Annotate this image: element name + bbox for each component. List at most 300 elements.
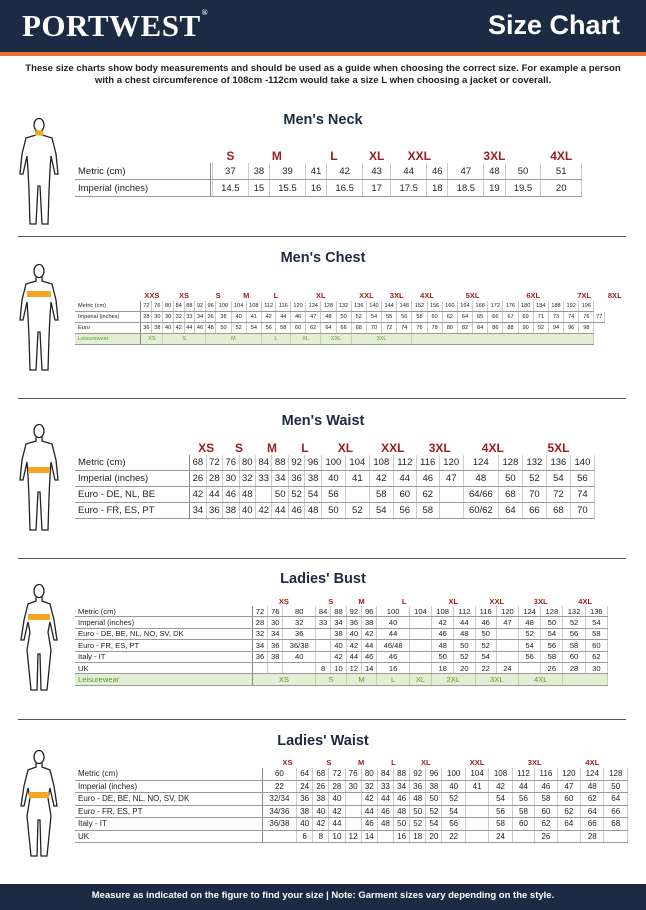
table-cell: 136 bbox=[351, 301, 366, 312]
table-cell: 24 bbox=[496, 662, 518, 673]
leisurewear-size: M bbox=[346, 674, 377, 685]
table-cell: 128 bbox=[541, 606, 563, 617]
table-cell: 124 bbox=[581, 768, 604, 780]
table-cell: 19.5 bbox=[505, 180, 541, 197]
table-cell: 48 bbox=[394, 805, 410, 818]
row-label: Euro - DE, BE, NL, NO, SV, DK bbox=[75, 628, 252, 639]
table-cell: 86 bbox=[488, 323, 503, 334]
size-label: 4XL bbox=[578, 596, 593, 606]
table-cell: 92 bbox=[346, 606, 361, 617]
size-table bbox=[75, 596, 608, 686]
table-cell: 62 bbox=[585, 651, 607, 662]
table-cell: 10 bbox=[331, 662, 346, 673]
table-cell: 50 bbox=[505, 163, 541, 180]
table-cell: 34 bbox=[190, 503, 206, 519]
size-label: L bbox=[330, 148, 338, 163]
table-cell: 88 bbox=[184, 301, 195, 312]
row-label: Leisurewear bbox=[75, 674, 252, 685]
table-cell: 132 bbox=[563, 606, 585, 617]
table-cell: 44 bbox=[184, 323, 195, 334]
table-cell bbox=[345, 805, 361, 818]
table-cell: 48 bbox=[377, 818, 393, 831]
registered-mark: ® bbox=[201, 8, 209, 17]
table-cell: 28 bbox=[581, 830, 604, 843]
table-cell: 58 bbox=[276, 323, 291, 334]
leisurewear-size: S bbox=[163, 334, 205, 345]
table-cell: 80 bbox=[163, 301, 174, 312]
table-cell: 64 bbox=[557, 818, 580, 831]
table-cell: 44 bbox=[393, 471, 416, 487]
size-label: S bbox=[328, 596, 334, 606]
table-cell: 52 bbox=[519, 628, 541, 639]
table-cell: 96 bbox=[305, 455, 321, 471]
table-cell: 38 bbox=[331, 628, 346, 639]
table-cell: 152 bbox=[412, 301, 427, 312]
table-cell: 20 bbox=[426, 830, 442, 843]
brand-name: PORTWEST bbox=[22, 8, 201, 43]
table-cell: 82 bbox=[457, 323, 472, 334]
table-cell: 56 bbox=[541, 640, 563, 651]
table-cell: 42 bbox=[432, 617, 454, 628]
table-cell: 108 bbox=[489, 768, 512, 780]
table-cell bbox=[262, 830, 296, 843]
table-cell: 42 bbox=[369, 471, 393, 487]
table-cell: 68 bbox=[190, 455, 206, 471]
table-cell: 88 bbox=[394, 768, 410, 780]
table-cell: 128 bbox=[498, 455, 522, 471]
table-cell: 58 bbox=[416, 503, 439, 519]
table-cell: 96 bbox=[426, 768, 442, 780]
table-cell: 66 bbox=[604, 805, 628, 818]
size-label: S bbox=[326, 758, 332, 767]
table-cell: 88 bbox=[331, 606, 346, 617]
size-table bbox=[75, 757, 628, 843]
table-row bbox=[75, 780, 628, 793]
row-label: Euro - FR, ES, PT bbox=[75, 805, 262, 818]
table-cell: 76 bbox=[579, 312, 594, 323]
table-cell bbox=[465, 793, 488, 806]
table-cell: 33 bbox=[256, 471, 272, 487]
row-label: Imperial (inches) bbox=[75, 180, 211, 197]
female-bust-figure bbox=[16, 582, 62, 692]
table-cell: 44 bbox=[362, 640, 377, 651]
table-cell: 62 bbox=[306, 323, 321, 334]
table-cell: 96 bbox=[564, 323, 579, 334]
size-header-row bbox=[75, 440, 595, 455]
table-cell: 50 bbox=[541, 617, 563, 628]
table-cell: 128 bbox=[321, 301, 336, 312]
table-cell bbox=[315, 651, 330, 662]
table-cell: 64/66 bbox=[463, 487, 498, 503]
table-cell: 50 bbox=[498, 471, 522, 487]
table-cell: 42 bbox=[327, 163, 363, 180]
table-cell: 46/48 bbox=[377, 640, 410, 651]
table-cell: 70 bbox=[366, 323, 381, 334]
size-label: L bbox=[301, 440, 309, 455]
table-row bbox=[75, 471, 595, 487]
size-label: S bbox=[226, 148, 235, 163]
table-cell: 34 bbox=[272, 471, 288, 487]
table-cell: 26 bbox=[313, 780, 329, 793]
table-cell: 46 bbox=[432, 628, 454, 639]
table-cell: 15 bbox=[248, 180, 269, 197]
table-cell: 104 bbox=[345, 455, 369, 471]
size-label: 3XL bbox=[428, 440, 451, 455]
leisurewear-size: XS bbox=[252, 674, 315, 685]
table-cell: 40 bbox=[442, 780, 465, 793]
table-cell bbox=[512, 830, 534, 843]
table-cell: 20 bbox=[454, 662, 475, 673]
table-cell: 41 bbox=[305, 163, 326, 180]
table-cell: 48 bbox=[305, 503, 321, 519]
size-label: 5XL bbox=[547, 440, 570, 455]
table-cell bbox=[465, 805, 488, 818]
table-cell: 132 bbox=[522, 455, 546, 471]
table-cell: 78 bbox=[427, 323, 442, 334]
table-cell: 40 bbox=[377, 617, 410, 628]
table-cell: 120 bbox=[291, 301, 306, 312]
table-cell: 74 bbox=[397, 323, 412, 334]
table-cell: 46 bbox=[377, 805, 393, 818]
table-cell: 36 bbox=[297, 793, 313, 806]
table-cell: 64 bbox=[581, 805, 604, 818]
header-corner bbox=[75, 440, 190, 455]
size-label: L bbox=[273, 291, 279, 300]
table-cell: 144 bbox=[382, 301, 397, 312]
mens-neck-title: Men's Neck bbox=[283, 112, 363, 128]
table-cell: 64 bbox=[498, 503, 522, 519]
male-chest-figure bbox=[16, 262, 62, 372]
table-cell: 20 bbox=[541, 180, 582, 197]
table-cell: 52 bbox=[454, 651, 475, 662]
leisurewear-size: L bbox=[261, 334, 290, 345]
table-cell: 60 bbox=[291, 323, 306, 334]
table-cell: 50 bbox=[432, 651, 454, 662]
table-cell: 46 bbox=[288, 503, 304, 519]
female-waist-figure bbox=[16, 748, 62, 858]
table-cell bbox=[439, 503, 463, 519]
row-label: Euro - DE, NL, BE bbox=[75, 487, 190, 503]
table-cell: 76 bbox=[152, 301, 163, 312]
table-cell: 116 bbox=[475, 606, 496, 617]
table-cell bbox=[409, 651, 431, 662]
table-cell: 68 bbox=[604, 818, 628, 831]
section-divider bbox=[18, 558, 626, 559]
table-cell: 54 bbox=[541, 628, 563, 639]
table-row bbox=[75, 805, 628, 818]
table-cell: 8 bbox=[313, 830, 329, 843]
table-cell: 44 bbox=[276, 312, 291, 323]
table-cell: 72 bbox=[329, 768, 345, 780]
size-label: 8XL bbox=[607, 291, 622, 300]
size-header-row bbox=[75, 290, 625, 301]
size-label: XS bbox=[179, 291, 190, 300]
table-cell: 30 bbox=[152, 312, 163, 323]
table-cell: 66 bbox=[581, 818, 604, 831]
table-cell: 188 bbox=[548, 301, 563, 312]
table-cell: 36 bbox=[252, 651, 267, 662]
table-cell: 46 bbox=[377, 651, 410, 662]
table-cell: 50 bbox=[321, 503, 345, 519]
table-cell: 14.5 bbox=[212, 180, 248, 197]
table-cell: 47 bbox=[496, 617, 518, 628]
table-row bbox=[75, 818, 628, 831]
table-cell: 42 bbox=[329, 805, 345, 818]
table-cell bbox=[557, 830, 580, 843]
table-cell: 132 bbox=[336, 301, 351, 312]
table-cell: 58 bbox=[512, 805, 534, 818]
table-cell: 47 bbox=[448, 163, 484, 180]
table-cell bbox=[268, 662, 283, 673]
table-cell: 60 bbox=[262, 768, 296, 780]
table-cell: 33 bbox=[184, 312, 195, 323]
size-label: 5XL bbox=[465, 291, 480, 300]
table-cell: 44 bbox=[391, 163, 427, 180]
table-cell: 84 bbox=[256, 455, 272, 471]
table-cell: 68 bbox=[546, 503, 570, 519]
ladies-bust-table bbox=[75, 596, 608, 686]
size-header-row bbox=[75, 596, 608, 606]
table-cell: 192 bbox=[564, 301, 579, 312]
table-cell: 112 bbox=[454, 606, 475, 617]
table-cell: 32 bbox=[283, 617, 316, 628]
mens-waist-table bbox=[75, 440, 595, 519]
table-cell bbox=[496, 651, 518, 662]
table-cell: 168 bbox=[473, 301, 488, 312]
table-cell: 96 bbox=[205, 301, 216, 312]
table-cell: 42 bbox=[489, 780, 512, 793]
size-label: XL bbox=[316, 291, 326, 300]
male-neck-figure bbox=[16, 116, 62, 226]
size-header-row bbox=[75, 148, 582, 163]
table-cell: 32 bbox=[173, 312, 184, 323]
table-cell: 42 bbox=[313, 818, 329, 831]
table-cell: 40 bbox=[283, 651, 316, 662]
header-corner bbox=[75, 148, 211, 163]
table-cell bbox=[315, 640, 330, 651]
table-cell bbox=[315, 628, 330, 639]
table-cell: 50 bbox=[475, 628, 496, 639]
row-label: Metric (cm) bbox=[75, 301, 141, 312]
size-label: S bbox=[215, 291, 221, 300]
table-cell: 84 bbox=[473, 323, 488, 334]
table-cell: 42 bbox=[190, 487, 206, 503]
table-cell: 28 bbox=[563, 662, 585, 673]
table-cell: 120 bbox=[557, 768, 580, 780]
table-cell: 120 bbox=[496, 606, 518, 617]
table-cell: 100 bbox=[216, 301, 231, 312]
table-cell: 84 bbox=[173, 301, 184, 312]
table-row bbox=[75, 628, 608, 639]
table-cell: 52 bbox=[410, 818, 426, 831]
table-row bbox=[75, 793, 628, 806]
table-cell bbox=[439, 487, 463, 503]
male-waist-figure bbox=[16, 422, 62, 532]
mens-neck-table bbox=[75, 148, 582, 197]
table-cell: 64 bbox=[297, 768, 313, 780]
table-cell: 56 bbox=[570, 471, 594, 487]
table-row bbox=[75, 617, 608, 628]
table-cell: 104 bbox=[409, 606, 431, 617]
row-label: Imperial (inches) bbox=[75, 780, 262, 793]
table-cell: 76 bbox=[345, 768, 361, 780]
table-cell: 44 bbox=[206, 487, 222, 503]
table-cell: 74 bbox=[570, 487, 594, 503]
table-cell: 54 bbox=[369, 503, 393, 519]
table-cell: 24 bbox=[489, 830, 512, 843]
table-cell: 40 bbox=[329, 793, 345, 806]
table-cell: 52 bbox=[288, 487, 304, 503]
size-label: 3XL bbox=[527, 758, 542, 767]
table-cell: 52 bbox=[522, 471, 546, 487]
table-cell: 52 bbox=[475, 640, 496, 651]
page-title: Size Chart bbox=[487, 10, 620, 40]
footer-note: Measure as indicated on the figure to find your size | Note: Garment sizes vary depending on the style. bbox=[91, 890, 555, 901]
size-table bbox=[75, 148, 582, 197]
row-label: Euro - FR, ES, PT bbox=[75, 640, 252, 651]
table-cell: 80 bbox=[283, 606, 316, 617]
table-cell: 56 bbox=[261, 323, 276, 334]
leisurewear-size bbox=[412, 334, 594, 345]
table-cell: 50 bbox=[394, 818, 410, 831]
table-cell: 38 bbox=[248, 163, 269, 180]
table-cell bbox=[377, 830, 393, 843]
table-cell: 148 bbox=[397, 301, 412, 312]
table-cell: 88 bbox=[272, 455, 288, 471]
table-cell: 62 bbox=[581, 793, 604, 806]
table-cell: 22 bbox=[475, 662, 496, 673]
table-cell bbox=[519, 662, 541, 673]
size-label: XL bbox=[337, 440, 354, 455]
table-cell: 80 bbox=[442, 323, 457, 334]
leisurewear-size: XXL bbox=[321, 334, 351, 345]
table-cell bbox=[409, 628, 431, 639]
table-row bbox=[75, 606, 608, 617]
table-cell: 77 bbox=[594, 312, 605, 323]
table-cell: 64 bbox=[604, 793, 628, 806]
table-cell: 180 bbox=[518, 301, 533, 312]
table-cell: 42 bbox=[173, 323, 184, 334]
table-cell: 28 bbox=[206, 471, 222, 487]
table-cell: 90 bbox=[518, 323, 533, 334]
ladies-waist-title: Ladies' Waist bbox=[277, 733, 369, 749]
row-label: Metric (cm) bbox=[75, 455, 190, 471]
table-cell: 40 bbox=[231, 312, 246, 323]
table-cell: 64 bbox=[321, 323, 336, 334]
size-label: M bbox=[358, 596, 365, 606]
table-cell: 68 bbox=[351, 323, 366, 334]
size-label: 3XL bbox=[533, 596, 548, 606]
leisurewear-size: M bbox=[205, 334, 261, 345]
table-cell: 108 bbox=[369, 455, 393, 471]
table-cell: 65 bbox=[473, 312, 488, 323]
table-cell: 46 bbox=[195, 323, 206, 334]
table-cell: 84 bbox=[315, 606, 330, 617]
table-cell: 46 bbox=[362, 651, 377, 662]
table-cell: 44 bbox=[377, 793, 393, 806]
size-label: XXL bbox=[489, 596, 505, 606]
row-label: Leisurewear bbox=[75, 334, 141, 345]
row-label: Euro - DE, BE, NL, NO, SV, DK bbox=[75, 793, 262, 806]
table-cell: 56 bbox=[563, 628, 585, 639]
table-cell: 38 bbox=[216, 312, 231, 323]
size-label: M bbox=[266, 440, 277, 455]
table-cell: 18 bbox=[432, 662, 454, 673]
table-cell: 136 bbox=[546, 455, 570, 471]
table-cell: 44 bbox=[377, 628, 410, 639]
table-cell: 30 bbox=[268, 617, 283, 628]
table-cell bbox=[345, 818, 361, 831]
table-cell: 26 bbox=[190, 471, 206, 487]
table-cell: 160 bbox=[442, 301, 457, 312]
table-cell: 60 bbox=[563, 651, 585, 662]
table-row bbox=[75, 768, 628, 780]
table-cell: 17.5 bbox=[391, 180, 427, 197]
table-cell: 36 bbox=[283, 628, 316, 639]
mens-chest-title: Men's Chest bbox=[280, 250, 366, 266]
row-label: Euro bbox=[75, 323, 141, 334]
table-cell: 36 bbox=[206, 503, 222, 519]
table-cell: 48 bbox=[484, 163, 505, 180]
table-cell: 66 bbox=[336, 323, 351, 334]
table-cell bbox=[465, 818, 488, 831]
table-cell: 124 bbox=[519, 606, 541, 617]
row-label: Imperial (inches) bbox=[75, 312, 141, 323]
leisurewear-size: 4XL bbox=[519, 674, 563, 685]
table-cell: 104 bbox=[465, 768, 488, 780]
table-cell: 42 bbox=[261, 312, 276, 323]
table-cell: 36 bbox=[410, 780, 426, 793]
table-cell: 30 bbox=[345, 780, 361, 793]
row-label: Imperial (inches) bbox=[75, 471, 190, 487]
leisurewear-size: 3XL bbox=[475, 674, 518, 685]
table-cell: 14 bbox=[362, 662, 377, 673]
table-cell: 54 bbox=[489, 793, 512, 806]
table-cell: 76 bbox=[412, 323, 427, 334]
table-cell: 48 bbox=[205, 323, 216, 334]
table-cell: 100 bbox=[442, 768, 465, 780]
table-cell: 60 bbox=[512, 818, 534, 831]
table-cell: 18 bbox=[410, 830, 426, 843]
section-divider bbox=[18, 719, 626, 720]
table-cell: 56 bbox=[442, 818, 465, 831]
row-label: Metric (cm) bbox=[75, 163, 211, 180]
table-cell: 67 bbox=[503, 312, 518, 323]
size-label: XS bbox=[198, 440, 215, 455]
mens-chest-table bbox=[75, 290, 625, 345]
leisurewear-size: L bbox=[377, 674, 410, 685]
header-bar bbox=[0, 0, 646, 52]
table-cell: 22 bbox=[262, 780, 296, 793]
table-cell: 96 bbox=[362, 606, 377, 617]
size-label: XXL bbox=[381, 440, 405, 455]
table-cell: 176 bbox=[503, 301, 518, 312]
table-cell: 50 bbox=[410, 805, 426, 818]
table-cell: 26 bbox=[541, 662, 563, 673]
size-table bbox=[75, 290, 625, 345]
table-cell: 42 bbox=[362, 628, 377, 639]
table-cell: 6 bbox=[297, 830, 313, 843]
table-cell bbox=[345, 487, 369, 503]
table-cell: 30 bbox=[163, 312, 174, 323]
table-cell: 60/62 bbox=[463, 503, 498, 519]
table-cell: 34 bbox=[252, 640, 267, 651]
table-cell: 40 bbox=[313, 805, 329, 818]
size-label: XS bbox=[278, 596, 289, 606]
table-cell: 46 bbox=[394, 793, 410, 806]
table-cell: 116 bbox=[276, 301, 291, 312]
table-cell: 50 bbox=[604, 780, 628, 793]
